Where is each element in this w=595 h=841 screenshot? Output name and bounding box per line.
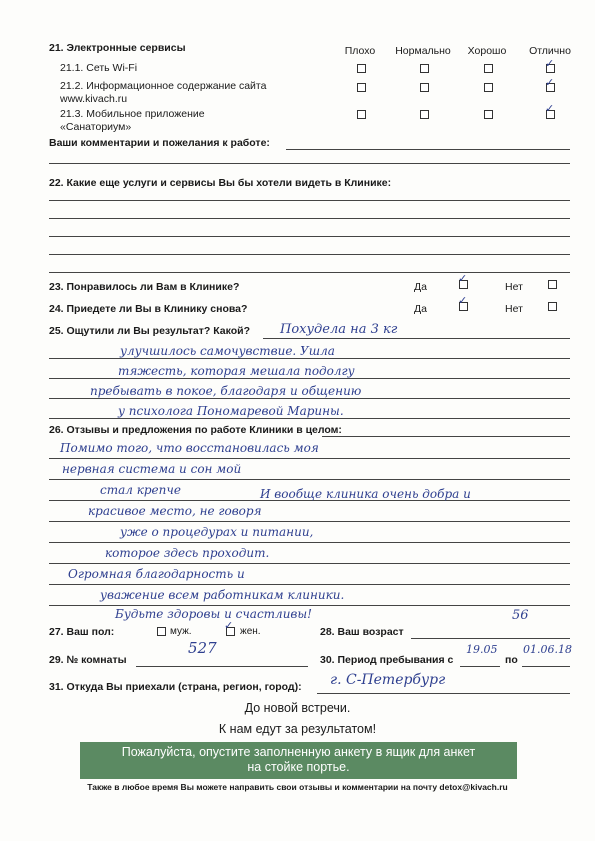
q21-2-bad-checkbox[interactable] [357,83,366,92]
answer-line[interactable] [49,218,570,219]
q30-label: 30. Период пребывания с [320,654,454,666]
q31-value: г. С-Петербург [330,672,446,688]
q21-2-label: 21.2. Информационное содержание сайта [60,80,267,92]
col-header-bad: Плохо [344,45,376,57]
answer-line[interactable] [49,272,570,273]
q26-handwriting-line: стал крепче [100,483,181,497]
q21-2-normal-checkbox[interactable] [420,83,429,92]
answer-line[interactable] [49,163,570,164]
answer-line[interactable] [49,254,570,255]
q28-value: 56 [512,608,529,623]
q24-label: 24. Приедете ли Вы в Клинику снова? [49,303,248,315]
q25-handwriting-line: у психолога Пономаревой Марины. [118,404,344,418]
q27-male-label: муж. [170,626,192,637]
answer-line[interactable] [49,458,570,459]
q26-label: 26. Отзывы и предложения по работе Клиники в целом: [49,424,342,436]
q27-male-checkbox[interactable] [157,627,166,636]
q24-no-label: Нет [505,303,523,315]
q21-1-good-checkbox[interactable] [484,64,493,73]
q21-comments-label: Ваши комментарии и пожелания к работе: [49,137,270,149]
q21-3-bad-checkbox[interactable] [357,110,366,119]
q21-1-label: 21.1. Сеть Wi-Fi [60,62,138,74]
banner-line2: на стойке портье. [247,760,350,774]
q26-handwriting-line: Помимо того, что восстановилась моя [60,441,319,455]
checkmark-icon: ✓ [458,272,468,285]
q21-3-normal-checkbox[interactable] [420,110,429,119]
col-header-excellent: Отлично [529,45,571,57]
banner-line1: Пожалуйста, опустите заполненную анкету в ящик для анкет [121,745,476,759]
q27-label: 27. Ваш пол: [49,626,115,638]
q23-no-checkbox[interactable] [548,280,557,289]
q21-3-good-checkbox[interactable] [484,110,493,119]
answer-line[interactable] [286,149,570,150]
q21-1-bad-checkbox[interactable] [357,64,366,73]
answer-line[interactable] [49,236,570,237]
q26-handwriting-line: Огромная благодарность и [68,567,245,581]
answer-line[interactable] [49,200,570,201]
q22-label: 22. Какие еще услуги и сервисы Вы бы хотели видеть в Клинике: [49,177,392,189]
answer-line[interactable] [49,605,570,606]
answer-line[interactable] [322,436,570,437]
q25-handwriting-line: тяжесть, которая мешала подолгу [118,364,355,378]
q29-label: 29. № комнаты [49,654,127,666]
room-line[interactable] [136,666,308,667]
q26-handwriting-line: Будьте здоровы и счастливы! [115,607,312,621]
q26-handwriting-line: нервная система и сон мой [62,462,242,476]
q21-2-good-checkbox[interactable] [484,83,493,92]
answer-line[interactable] [49,398,570,399]
col-header-good: Хорошо [467,45,507,57]
checkmark-icon: ✓ [545,57,555,70]
q30-to-label: по [505,654,518,666]
goodbye-text: До новой встречи. [244,701,351,715]
q30-from: 19.05 [466,643,498,656]
q25-handwriting-line: Похудела на 3 кг [280,322,398,337]
checkmark-icon: ✓ [458,294,468,307]
q23-yes-label: Да [414,281,427,293]
slogan-text: К нам едут за результатом! [218,722,377,736]
q29-value: 527 [188,639,217,657]
checkmark-icon: ✓ [224,619,234,632]
q24-yes-label: Да [414,303,427,315]
q26-handwriting-line: уважение всем работникам клиники. [100,588,345,602]
stay-from-line[interactable] [460,666,500,667]
answer-line[interactable] [49,521,570,522]
answer-line[interactable] [49,563,570,564]
q23-no-label: Нет [505,281,523,293]
checkmark-icon: ✓ [545,76,555,89]
q27-female-label: жен. [240,626,261,637]
q26-handwriting-line: которое здесь проходит. [105,546,270,560]
q25-label: 25. Ощутили ли Вы результат? Какой? [49,325,251,337]
origin-line[interactable] [317,693,570,694]
q26-handwriting-line: красивое место, не говоря [88,504,262,518]
answer-line[interactable] [49,542,570,543]
q26-handwriting-line: уже о процедурах и питании, [120,525,314,539]
answer-line[interactable] [263,338,570,339]
q24-no-checkbox[interactable] [548,302,557,311]
age-line[interactable] [411,638,570,639]
q25-handwriting-line: пребывать в покое, благодаря и общению [90,384,362,398]
email-note: Также в любое время Вы можете направить свои отзывы и комментарии на почту detox@kivach.ru [87,782,508,792]
col-header-normal: Нормально [395,45,451,57]
q28-label: 28. Ваш возраст [320,626,404,638]
drop-box-banner [80,742,517,779]
answer-line[interactable] [49,358,570,359]
q31-label: 31. Откуда Вы приехали (страна, регион, город): [49,681,302,693]
q21-3-label: 21.3. Мобильное приложение [60,108,205,120]
q30-to: 01.06.18 [523,643,572,656]
stay-to-line[interactable] [522,666,570,667]
answer-line[interactable] [49,418,570,419]
q21-1-normal-checkbox[interactable] [420,64,429,73]
answer-line[interactable] [49,378,570,379]
answer-line[interactable] [49,479,570,480]
q21-2-label-line2: www.kivach.ru [60,93,128,105]
q26-handwriting-line: И вообще клиника очень добра и [260,487,471,501]
q21-3-label-line2: «Санаториум» [60,121,132,133]
q21-title: 21. Электронные сервисы [49,42,186,54]
checkmark-icon: ✓ [545,102,555,115]
answer-line[interactable] [49,584,570,585]
q25-handwriting-line: улучшилось самочувствие. Ушла [120,344,335,358]
q23-label: 23. Понравилось ли Вам в Клинике? [49,281,240,293]
